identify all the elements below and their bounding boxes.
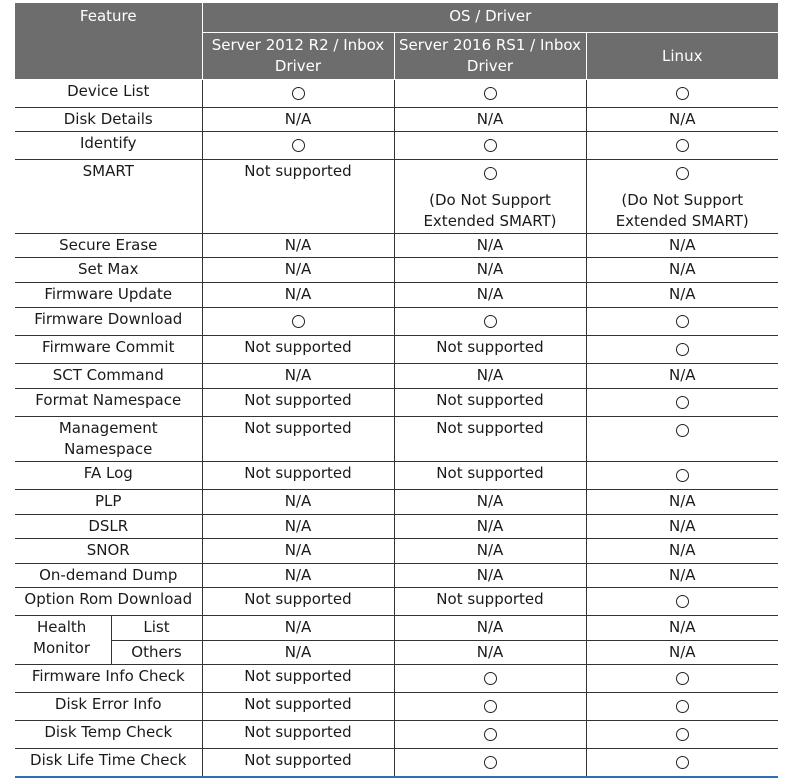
feature-cell: Disk Error Info xyxy=(15,693,202,721)
na-cell: N/A xyxy=(202,258,394,283)
na-cell: N/A xyxy=(586,490,778,515)
na-cell: N/A xyxy=(586,234,778,258)
supported-circle-cell xyxy=(394,308,586,336)
na-cell: N/A xyxy=(586,283,778,308)
supported-circle-cell xyxy=(394,132,586,160)
na-cell: N/A xyxy=(586,515,778,539)
table-row xyxy=(15,641,778,665)
supported-circle-icon xyxy=(676,756,689,769)
feature-cell: Firmware Download xyxy=(15,308,202,336)
na-cell: N/A xyxy=(202,283,394,308)
supported-circle-cell xyxy=(394,693,586,721)
table-row xyxy=(15,132,778,160)
na-cell: N/A xyxy=(394,364,586,389)
supported-circle-cell xyxy=(202,80,394,108)
smart-note: (Do Not Support Extended SMART) xyxy=(423,191,557,230)
na-cell: N/A xyxy=(586,539,778,564)
supported-circle-icon xyxy=(676,139,689,152)
feature-cell: On-demand Dump xyxy=(15,564,202,588)
supported-circle-note-cell xyxy=(586,160,778,234)
na-cell: N/A xyxy=(394,490,586,515)
table-row xyxy=(15,160,778,234)
table-row xyxy=(15,308,778,336)
not-supported-cell: Not supported xyxy=(202,462,394,490)
table-row xyxy=(15,564,778,588)
feature-cell: Disk Details xyxy=(15,108,202,132)
supported-circle-icon xyxy=(484,756,497,769)
na-cell: N/A xyxy=(586,641,778,665)
not-supported-cell: Not supported xyxy=(202,336,394,364)
supported-circle-cell xyxy=(586,80,778,108)
table-row xyxy=(15,721,778,749)
not-supported-cell: Not supported xyxy=(202,693,394,721)
supported-circle-icon xyxy=(676,728,689,741)
supported-circle-icon xyxy=(292,87,305,100)
supported-circle-cell xyxy=(586,693,778,721)
header-os-driver: OS / Driver xyxy=(202,3,778,33)
supported-circle-icon xyxy=(676,672,689,685)
supported-circle-cell xyxy=(586,749,778,778)
header-linux: Linux xyxy=(586,33,778,80)
na-cell: N/A xyxy=(202,490,394,515)
smart-note: (Do Not Support Extended SMART) xyxy=(615,191,749,230)
supported-circle-icon xyxy=(676,700,689,713)
supported-circle-cell xyxy=(586,417,778,462)
na-cell: N/A xyxy=(202,564,394,588)
supported-circle-icon xyxy=(676,595,689,608)
not-supported-cell: Not supported xyxy=(394,417,586,462)
supported-circle-icon xyxy=(484,700,497,713)
na-cell: N/A xyxy=(202,234,394,258)
header-feature: Feature xyxy=(15,3,202,80)
table-row xyxy=(15,234,778,258)
table-row xyxy=(15,258,778,283)
feature-support-table xyxy=(15,3,778,778)
na-cell: N/A xyxy=(394,234,586,258)
supported-circle-icon xyxy=(676,315,689,328)
header-win2016: Server 2016 RS1 / Inbox Driver xyxy=(394,33,586,80)
health-monitor-line2: Monitor xyxy=(33,639,91,657)
supported-circle-cell xyxy=(586,665,778,693)
header-win2012: Server 2012 R2 / Inbox Driver xyxy=(202,33,394,80)
table-row xyxy=(15,389,778,417)
table-row xyxy=(15,108,778,132)
supported-circle-icon xyxy=(484,139,497,152)
supported-circle-icon xyxy=(676,87,689,100)
table-row xyxy=(15,693,778,721)
na-cell: N/A xyxy=(394,283,586,308)
table-row xyxy=(15,539,778,564)
table-row xyxy=(15,336,778,364)
feature-cell xyxy=(15,417,202,462)
not-supported-cell: Not supported xyxy=(202,665,394,693)
na-cell: N/A xyxy=(202,616,394,641)
na-cell: N/A xyxy=(394,515,586,539)
not-supported-cell: Not supported xyxy=(394,336,586,364)
feature-cell: FA Log xyxy=(15,462,202,490)
table-row xyxy=(15,749,778,778)
table-row xyxy=(15,80,778,108)
supported-circle-icon xyxy=(676,424,689,437)
not-supported-cell: Not supported xyxy=(394,588,586,616)
table-row xyxy=(15,462,778,490)
feature-cell: Disk Life Time Check xyxy=(15,749,202,778)
feature-cell: Option Rom Download xyxy=(15,588,202,616)
feature-cell: Firmware Update xyxy=(15,283,202,308)
na-cell: N/A xyxy=(586,258,778,283)
feature-cell: DSLR xyxy=(15,515,202,539)
na-cell: N/A xyxy=(394,641,586,665)
supported-circle-icon xyxy=(484,87,497,100)
table-row xyxy=(15,588,778,616)
feature-cell: SCT Command xyxy=(15,364,202,389)
feature-cell: PLP xyxy=(15,490,202,515)
supported-circle-cell xyxy=(586,389,778,417)
feature-cell: Secure Erase xyxy=(15,234,202,258)
not-supported-cell: Not supported xyxy=(202,417,394,462)
supported-circle-icon xyxy=(484,315,497,328)
na-cell: N/A xyxy=(202,515,394,539)
supported-circle-cell xyxy=(394,721,586,749)
supported-circle-cell xyxy=(394,749,586,778)
feature-cell: Set Max xyxy=(15,258,202,283)
feature-cell: SMART xyxy=(15,160,202,234)
subfeature-cell: Others xyxy=(111,641,202,665)
na-cell: N/A xyxy=(394,564,586,588)
na-cell: N/A xyxy=(202,641,394,665)
not-supported-cell: Not supported xyxy=(394,462,586,490)
not-supported-cell: Not supported xyxy=(202,721,394,749)
na-cell: N/A xyxy=(586,364,778,389)
supported-circle-icon xyxy=(292,315,305,328)
supported-circle-icon xyxy=(676,469,689,482)
not-supported-cell: Not supported xyxy=(202,749,394,778)
supported-circle-cell xyxy=(202,308,394,336)
table-row xyxy=(15,616,778,641)
subfeature-cell: List xyxy=(111,616,202,641)
feature-cell: Disk Temp Check xyxy=(15,721,202,749)
not-supported-cell: Not supported xyxy=(394,389,586,417)
na-cell: N/A xyxy=(202,108,394,132)
not-supported-cell: Not supported xyxy=(202,160,394,234)
supported-circle-cell xyxy=(586,308,778,336)
table-row xyxy=(15,283,778,308)
management-line2: Namespace xyxy=(64,440,153,458)
supported-circle-icon xyxy=(676,167,689,180)
supported-circle-cell xyxy=(394,80,586,108)
table-row xyxy=(15,665,778,693)
supported-circle-cell xyxy=(586,336,778,364)
na-cell: N/A xyxy=(394,258,586,283)
supported-circle-cell xyxy=(586,462,778,490)
na-cell: N/A xyxy=(202,364,394,389)
table-row xyxy=(15,490,778,515)
supported-circle-icon xyxy=(484,167,497,180)
feature-cell-health-monitor xyxy=(15,616,111,665)
na-cell: N/A xyxy=(394,539,586,564)
supported-circle-icon xyxy=(676,343,689,356)
feature-cell: SNOR xyxy=(15,539,202,564)
na-cell: N/A xyxy=(586,108,778,132)
not-supported-cell: Not supported xyxy=(202,389,394,417)
management-line1: Management xyxy=(58,419,158,437)
na-cell: N/A xyxy=(586,564,778,588)
na-cell: N/A xyxy=(202,539,394,564)
table-row xyxy=(15,417,778,462)
supported-circle-cell xyxy=(586,588,778,616)
supported-circle-note-cell xyxy=(394,160,586,234)
na-cell: N/A xyxy=(394,616,586,641)
not-supported-cell: Not supported xyxy=(202,588,394,616)
supported-circle-icon xyxy=(676,396,689,409)
na-cell: N/A xyxy=(394,108,586,132)
supported-circle-cell xyxy=(394,665,586,693)
supported-circle-cell xyxy=(586,721,778,749)
supported-circle-icon xyxy=(292,139,305,152)
supported-circle-icon xyxy=(484,728,497,741)
table-row xyxy=(15,364,778,389)
na-cell: N/A xyxy=(586,616,778,641)
feature-cell: Firmware Commit xyxy=(15,336,202,364)
supported-circle-cell xyxy=(586,132,778,160)
supported-circle-icon xyxy=(484,672,497,685)
feature-cell: Firmware Info Check xyxy=(15,665,202,693)
health-monitor-line1: Health xyxy=(37,618,87,636)
table-row xyxy=(15,515,778,539)
feature-cell: Identify xyxy=(15,132,202,160)
supported-circle-cell xyxy=(202,132,394,160)
feature-cell: Device List xyxy=(15,80,202,108)
feature-cell: Format Namespace xyxy=(15,389,202,417)
